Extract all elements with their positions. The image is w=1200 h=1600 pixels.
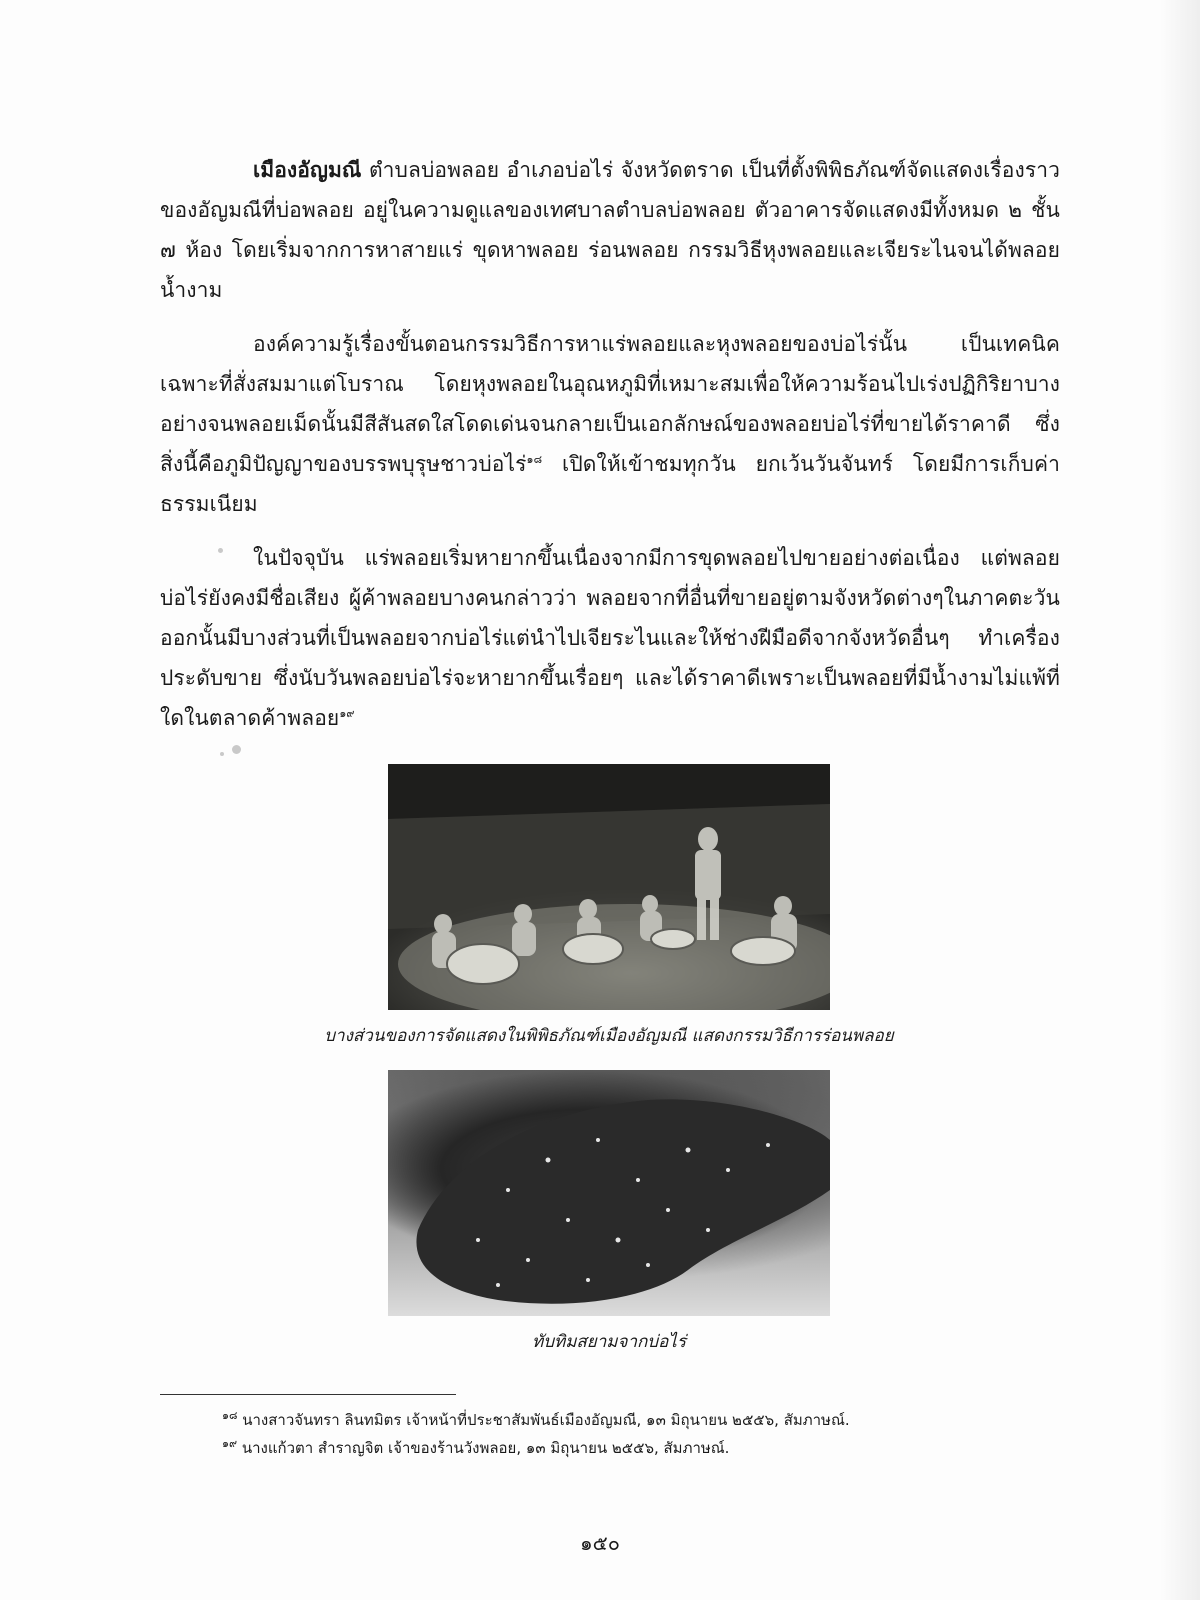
paragraph-2-text-after: เปิดให้เข้าชมทุกวัน ยกเว้นวันจันทร์ โดยมีการเก็บค่าธรรมเนียม xyxy=(160,452,1060,516)
body-text xyxy=(160,150,1060,752)
paragraph-2 xyxy=(160,324,1060,524)
footnote-separator xyxy=(160,1394,456,1395)
footnote-mark: ๑๘ xyxy=(222,1409,238,1422)
scan-speck xyxy=(220,752,224,756)
figure-siam-rubies xyxy=(388,1070,830,1355)
footnote-text: นางสาวจันทรา ลินทมิตร เจ้าหน้าที่ประชาสัมพันธ์เมืองอัญมณี, ๑๓ มิถุนายน ๒๕๕๖, สัมภาษณ์. xyxy=(237,1411,850,1429)
paragraph-2-text: องค์ความรู้เรื่องขั้นตอนกรรมวิธีการหาแร่พลอยและหุงพลอยของบ่อไร่นั้น เป็นเทคนิคเฉพาะที่สั่งสมมาแต่โบราณ โดยหุงพลอยในอุณหภูมิที่เหมาะสมเพื่อให้ความร้อนไปเร่งปฏิกิริยาบางอย่างจนพลอยเม็ดนั้นมีสีสันสดใสโดดเด่นจนกลายเป็นเอกลักษณ์ของพลอยบ่อไร่ที่ขายได้ราคาดี ซึ่งสิ่งนี้คือภูมิปัญญาของบรรพบุรุษชาวบ่อไร่ xyxy=(160,332,1060,476)
page-number: ๑๕๐ xyxy=(579,1531,621,1555)
figure-2-caption: ทับทิมสยามจากบ่อไร่ xyxy=(532,1332,686,1352)
page-edge-shadow xyxy=(1160,0,1200,1600)
figure-1-caption: บางส่วนของการจัดแสดงในพิพิธภัณฑ์เมืองอัญมณี แสดงกรรมวิธีการร่อนพลอย xyxy=(324,1026,894,1046)
paragraph-1-text: ตำบลบ่อพลอย อำเภอบ่อไร่ จังหวัดตราด เป็นที่ตั้งพิพิธภัณฑ์จัดแสดงเรื่องราวของอัญมณีที่บ่อพลอย อยู่ในความดูแลของเทศบาลตำบลบ่อพลอย ตัวอาคารจัดแสดงมีทั้งหมด ๒ ชั้น ๗ ห้อง โดยเริ่มจากการหาสายแร่ ขุดหาพลอย ร่อนพลอย กรรมวิธีหุงพลอยและเจียระไนจนได้พลอยน้ำงาม xyxy=(160,158,1060,302)
sifting-photo xyxy=(388,764,830,1010)
footnote-text: นางแก้วตา สำราญจิต เจ้าของร้านวังพลอย, ๑๓ มิถุนายน ๒๕๕๖, สัมภาษณ์. xyxy=(237,1439,730,1457)
footnote-mark: ๑๙ xyxy=(222,1437,238,1450)
paragraph-1-bold-term: เมืองอัญมณี xyxy=(253,158,362,182)
sifting-illustration xyxy=(388,764,830,1010)
paragraph-1 xyxy=(160,150,1060,310)
footnotes xyxy=(222,1406,1062,1462)
rubies-photo xyxy=(388,1070,830,1316)
footnote-ref-19[interactable]: ๑๙ xyxy=(339,707,355,720)
paragraph-3-text: ในปัจจุบัน แร่พลอยเริ่มหายากขึ้นเนื่องจากมีการขุดพลอยไปขายอย่างต่อเนื่อง แต่พลอยบ่อไร่ยังคงมีชื่อเสียง ผู้ค้าพลอยบางคนกล่าวว่า พลอยจากที่อื่นที่ขายอยู่ตามจังหวัดต่างๆในภาคตะวันออกนั้นมีบางส่วนที่เป็นพลอยจากบ่อไร่แต่นำไปเจียระไนและให้ช่างฝีมือดีจากจังหวัดอื่นๆ ทำเครื่องประดับขาย ซึ่งนับวันพลอยบ่อไร่จะหายากขึ้นเรื่อยๆ และได้ราคาดีเพราะเป็นพลอยที่มีน้ำงามไม่แพ้ที่ใดในตลาดค้าพลอย xyxy=(160,546,1060,730)
footnote-ref-18[interactable]: ๑๘ xyxy=(526,453,543,466)
figure-sifting-display xyxy=(324,764,894,1049)
paragraph-3 xyxy=(160,538,1060,738)
footnote-19 xyxy=(222,1434,1062,1462)
rubies-illustration xyxy=(388,1070,830,1316)
footnote-18 xyxy=(222,1406,1062,1434)
